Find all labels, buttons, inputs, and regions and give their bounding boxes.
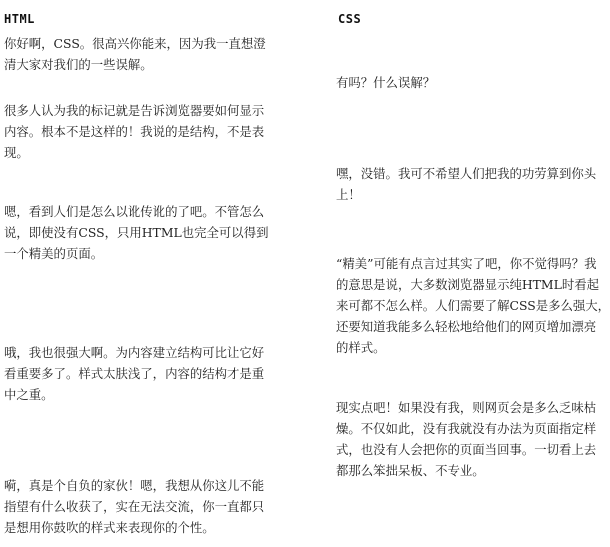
css-line-1: 有吗？什么误解？ — [336, 75, 436, 90]
html-speaker-header: HTML — [4, 12, 35, 26]
html-line-2: 很多人认为我的标记就是告诉浏览器要如何显示 内容。根本不是这样的！我说的是结构，不是表 现。 — [4, 103, 265, 160]
css-speaker-header: CSS — [338, 12, 362, 26]
css-line-3: “精美”可能有点言过其实了吧，你不觉得吗？我 的意思是说，大多数浏览器显示纯HTML时看起 来可都不怎么样。人们需要了解CSS是多么强大， 还要知道我能多么轻松地给他们的网页增加漂亮 的样式。 — [336, 256, 610, 355]
html-line-4: 哦，我也很强大啊。为内容建立结构可比让它好 看重要多了。样式太肤浅了，内容的结构才是重 中之重。 — [4, 345, 265, 402]
html-line-3: 嗯，看到人们是怎么以讹传讹的了吧。不管怎么 说，即使没有CSS，只用HTML也完全可以得到 一个精美的页面。 — [4, 204, 269, 261]
html-line-1: 你好啊，CSS。很高兴你能来，因为我一直想澄 清大家对我们的一些误解。 — [4, 36, 266, 72]
html-line-5: 嗬，真是个自负的家伙！嗯，我想从你这儿不能 指望有什么收获了，实在无法交流，你一直都只 是想用你鼓吹的样式来表现你的个性。 — [4, 478, 265, 535]
css-line-2: 嘿，没错。我可不希望人们把我的功劳算到你头 上！ — [336, 166, 597, 202]
css-line-4: 现实点吧！如果没有我，则网页会是多么乏味枯 燥。不仅如此，没有我就没有办法为页面指定样 式，也没有人会把你的页面当回事。一切看上去 都那么笨拙呆板、不专业。 — [336, 400, 597, 478]
